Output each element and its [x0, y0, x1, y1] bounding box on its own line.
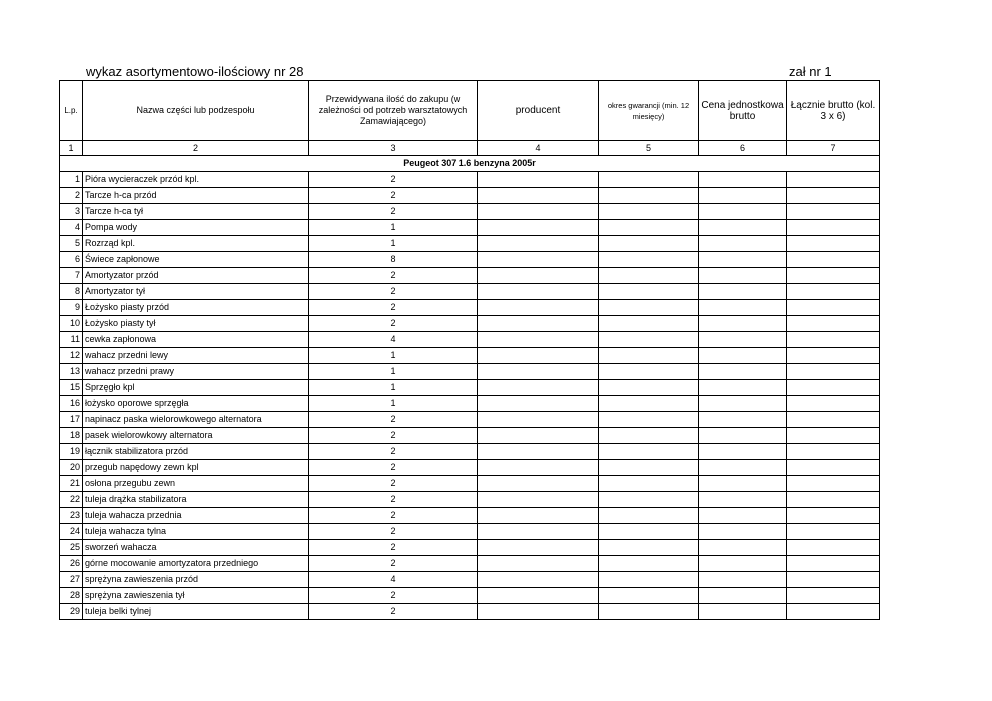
- part-name-cell: tuleja drążka stabilizatora: [83, 492, 309, 508]
- quantity-cell: 1: [309, 236, 478, 252]
- column-header-warranty: okres gwarancji (min. 12 miesięcy): [599, 81, 699, 141]
- warranty-cell[interactable]: [599, 284, 699, 300]
- producer-cell[interactable]: [478, 204, 599, 220]
- row-number-cell: 4: [60, 220, 83, 236]
- table-row: [60, 556, 880, 572]
- unit-price-cell[interactable]: [699, 348, 787, 364]
- unit-price-cell[interactable]: [699, 476, 787, 492]
- warranty-cell[interactable]: [599, 268, 699, 284]
- row-number-cell: 28: [60, 588, 83, 604]
- table-row: [60, 220, 880, 236]
- part-name-cell: osłona przegubu zewn: [83, 476, 309, 492]
- warranty-cell[interactable]: [599, 396, 699, 412]
- quantity-cell: 2: [309, 460, 478, 476]
- row-number-cell: 23: [60, 508, 83, 524]
- row-number-cell: 26: [60, 556, 83, 572]
- producer-cell[interactable]: [478, 380, 599, 396]
- table-row: [60, 188, 880, 204]
- warranty-cell[interactable]: [599, 204, 699, 220]
- quantity-cell: 4: [309, 572, 478, 588]
- producer-cell[interactable]: [478, 556, 599, 572]
- warranty-cell[interactable]: [599, 380, 699, 396]
- total-cell[interactable]: [787, 332, 880, 348]
- producer-cell[interactable]: [478, 412, 599, 428]
- producer-cell[interactable]: [478, 508, 599, 524]
- producer-cell[interactable]: [478, 364, 599, 380]
- row-number-cell: 20: [60, 460, 83, 476]
- table-row: [60, 444, 880, 460]
- row-number-cell: 10: [60, 316, 83, 332]
- total-cell[interactable]: [787, 220, 880, 236]
- part-name-cell: tuleja wahacza tylna: [83, 524, 309, 540]
- part-name-cell: wahacz przedni prawy: [83, 364, 309, 380]
- part-name-cell: łożysko oporowe sprzęgła: [83, 396, 309, 412]
- unit-price-cell[interactable]: [699, 252, 787, 268]
- unit-price-cell[interactable]: [699, 380, 787, 396]
- total-cell[interactable]: [787, 268, 880, 284]
- producer-cell[interactable]: [478, 476, 599, 492]
- row-number-cell: 25: [60, 540, 83, 556]
- producer-cell[interactable]: [478, 332, 599, 348]
- table-row: [60, 332, 880, 348]
- producer-cell[interactable]: [478, 572, 599, 588]
- warranty-cell[interactable]: [599, 364, 699, 380]
- total-cell[interactable]: [787, 252, 880, 268]
- unit-price-cell[interactable]: [699, 572, 787, 588]
- table-row: [60, 380, 880, 396]
- column-number: 1: [60, 141, 83, 156]
- unit-price-cell[interactable]: [699, 204, 787, 220]
- part-name-cell: Tarcze h-ca tył: [83, 204, 309, 220]
- table-row: [60, 540, 880, 556]
- table-row: [60, 524, 880, 540]
- warranty-cell[interactable]: [599, 556, 699, 572]
- part-name-cell: Świece zapłonowe: [83, 252, 309, 268]
- warranty-cell[interactable]: [599, 220, 699, 236]
- warranty-cell[interactable]: [599, 572, 699, 588]
- unit-price-cell[interactable]: [699, 364, 787, 380]
- unit-price-cell[interactable]: [699, 172, 787, 188]
- column-header-producer: producent: [478, 81, 599, 141]
- quantity-cell: 2: [309, 540, 478, 556]
- total-cell[interactable]: [787, 492, 880, 508]
- table-row: [60, 588, 880, 604]
- warranty-cell[interactable]: [599, 188, 699, 204]
- quantity-cell: 2: [309, 556, 478, 572]
- quantity-cell: 2: [309, 444, 478, 460]
- table-row: [60, 604, 880, 620]
- row-number-cell: 16: [60, 396, 83, 412]
- total-cell[interactable]: [787, 524, 880, 540]
- part-name-cell: Tarcze h-ca przód: [83, 188, 309, 204]
- column-number: 3: [309, 141, 478, 156]
- part-name-cell: pasek wielorowkowy alternatora: [83, 428, 309, 444]
- quantity-cell: 1: [309, 396, 478, 412]
- unit-price-cell[interactable]: [699, 508, 787, 524]
- part-name-cell: górne mocowanie amortyzatora przedniego: [83, 556, 309, 572]
- producer-cell[interactable]: [478, 492, 599, 508]
- warranty-cell[interactable]: [599, 412, 699, 428]
- total-cell[interactable]: [787, 172, 880, 188]
- row-number-cell: 9: [60, 300, 83, 316]
- unit-price-cell[interactable]: [699, 412, 787, 428]
- row-number-cell: 18: [60, 428, 83, 444]
- unit-price-cell[interactable]: [699, 300, 787, 316]
- row-number-cell: 12: [60, 348, 83, 364]
- column-number: 7: [787, 141, 880, 156]
- warranty-cell[interactable]: [599, 172, 699, 188]
- table-row: [60, 316, 880, 332]
- producer-cell[interactable]: [478, 604, 599, 620]
- warranty-cell[interactable]: [599, 588, 699, 604]
- part-name-cell: sprężyna zawieszenia przód: [83, 572, 309, 588]
- section-title: Peugeot 307 1.6 benzyna 2005r: [60, 156, 880, 172]
- row-number-cell: 24: [60, 524, 83, 540]
- row-number-cell: 1: [60, 172, 83, 188]
- quantity-cell: 2: [309, 188, 478, 204]
- row-number-cell: 17: [60, 412, 83, 428]
- total-cell[interactable]: [787, 396, 880, 412]
- total-cell[interactable]: [787, 348, 880, 364]
- table-row: [60, 348, 880, 364]
- warranty-cell[interactable]: [599, 428, 699, 444]
- unit-price-cell[interactable]: [699, 188, 787, 204]
- part-name-cell: cewka zapłonowa: [83, 332, 309, 348]
- part-name-cell: tuleja belki tylnej: [83, 604, 309, 620]
- part-name-cell: sprężyna zawieszenia tył: [83, 588, 309, 604]
- total-cell[interactable]: [787, 380, 880, 396]
- total-cell[interactable]: [787, 460, 880, 476]
- row-number-cell: 15: [60, 380, 83, 396]
- table-row: [60, 492, 880, 508]
- unit-price-cell[interactable]: [699, 396, 787, 412]
- total-cell[interactable]: [787, 236, 880, 252]
- quantity-cell: 2: [309, 428, 478, 444]
- quantity-cell: 2: [309, 588, 478, 604]
- row-number-cell: 13: [60, 364, 83, 380]
- warranty-cell[interactable]: [599, 332, 699, 348]
- total-cell[interactable]: [787, 476, 880, 492]
- part-name-cell: Łożysko piasty tył: [83, 316, 309, 332]
- quantity-cell: 2: [309, 476, 478, 492]
- table-row: [60, 460, 880, 476]
- producer-cell[interactable]: [478, 284, 599, 300]
- quantity-cell: 2: [309, 204, 478, 220]
- row-number-cell: 5: [60, 236, 83, 252]
- producer-cell[interactable]: [478, 540, 599, 556]
- table-row: [60, 508, 880, 524]
- total-cell[interactable]: [787, 412, 880, 428]
- warranty-cell[interactable]: [599, 252, 699, 268]
- unit-price-cell[interactable]: [699, 588, 787, 604]
- row-number-cell: 3: [60, 204, 83, 220]
- row-number-cell: 11: [60, 332, 83, 348]
- warranty-cell[interactable]: [599, 300, 699, 316]
- total-cell[interactable]: [787, 508, 880, 524]
- warranty-cell[interactable]: [599, 540, 699, 556]
- header-row: [60, 81, 880, 141]
- unit-price-cell[interactable]: [699, 556, 787, 572]
- column-header-total: Łącznie brutto (kol. 3 x 6): [787, 81, 880, 141]
- table-row: [60, 476, 880, 492]
- producer-cell[interactable]: [478, 524, 599, 540]
- part-name-cell: Amortyzator tył: [83, 284, 309, 300]
- total-cell[interactable]: [787, 300, 880, 316]
- column-number: 5: [599, 141, 699, 156]
- row-number-cell: 21: [60, 476, 83, 492]
- document-title: wykaz asortymentowo-ilościowy nr 28: [86, 64, 304, 79]
- part-name-cell: Rozrząd kpl.: [83, 236, 309, 252]
- total-cell[interactable]: [787, 316, 880, 332]
- table-row: [60, 172, 880, 188]
- producer-cell[interactable]: [478, 252, 599, 268]
- row-number-cell: 7: [60, 268, 83, 284]
- quantity-cell: 2: [309, 268, 478, 284]
- producer-cell[interactable]: [478, 316, 599, 332]
- part-name-cell: Sprzęgło kpl: [83, 380, 309, 396]
- unit-price-cell[interactable]: [699, 492, 787, 508]
- warranty-cell[interactable]: [599, 476, 699, 492]
- producer-cell[interactable]: [478, 396, 599, 412]
- unit-price-cell[interactable]: [699, 460, 787, 476]
- column-number: 2: [83, 141, 309, 156]
- row-number-cell: 8: [60, 284, 83, 300]
- table-row: [60, 396, 880, 412]
- row-number-cell: 6: [60, 252, 83, 268]
- warranty-cell[interactable]: [599, 604, 699, 620]
- total-cell[interactable]: [787, 364, 880, 380]
- quantity-cell: 1: [309, 348, 478, 364]
- warranty-cell[interactable]: [599, 316, 699, 332]
- table-row: [60, 204, 880, 220]
- assortment-table: [59, 80, 880, 620]
- annex-label: zał nr 1: [789, 64, 832, 79]
- column-number: 6: [699, 141, 787, 156]
- quantity-cell: 1: [309, 380, 478, 396]
- producer-cell[interactable]: [478, 444, 599, 460]
- quantity-cell: 2: [309, 300, 478, 316]
- producer-cell[interactable]: [478, 172, 599, 188]
- column-header-lp: L.p.: [60, 81, 83, 141]
- producer-cell[interactable]: [478, 268, 599, 284]
- producer-cell[interactable]: [478, 220, 599, 236]
- unit-price-cell[interactable]: [699, 444, 787, 460]
- part-name-cell: wahacz przedni lewy: [83, 348, 309, 364]
- total-cell[interactable]: [787, 188, 880, 204]
- unit-price-cell[interactable]: [699, 284, 787, 300]
- total-cell[interactable]: [787, 572, 880, 588]
- unit-price-cell[interactable]: [699, 428, 787, 444]
- producer-cell[interactable]: [478, 348, 599, 364]
- row-number-cell: 2: [60, 188, 83, 204]
- quantity-cell: 8: [309, 252, 478, 268]
- column-number-row: [60, 141, 880, 156]
- part-name-cell: Amortyzator przód: [83, 268, 309, 284]
- quantity-cell: 1: [309, 220, 478, 236]
- quantity-cell: 2: [309, 316, 478, 332]
- warranty-cell[interactable]: [599, 492, 699, 508]
- producer-cell[interactable]: [478, 300, 599, 316]
- unit-price-cell[interactable]: [699, 524, 787, 540]
- column-number: 4: [478, 141, 599, 156]
- part-name-cell: łącznik stabilizatora przód: [83, 444, 309, 460]
- row-number-cell: 27: [60, 572, 83, 588]
- part-name-cell: Pompa wody: [83, 220, 309, 236]
- row-number-cell: 29: [60, 604, 83, 620]
- total-cell[interactable]: [787, 556, 880, 572]
- quantity-cell: 2: [309, 492, 478, 508]
- row-number-cell: 22: [60, 492, 83, 508]
- quantity-cell: 2: [309, 508, 478, 524]
- part-name-cell: przegub napędowy zewn kpl: [83, 460, 309, 476]
- table-row: [60, 268, 880, 284]
- warranty-cell[interactable]: [599, 444, 699, 460]
- unit-price-cell[interactable]: [699, 332, 787, 348]
- table-row: [60, 252, 880, 268]
- quantity-cell: 2: [309, 284, 478, 300]
- quantity-cell: 4: [309, 332, 478, 348]
- unit-price-cell[interactable]: [699, 540, 787, 556]
- table-row: [60, 428, 880, 444]
- table-row: [60, 572, 880, 588]
- total-cell[interactable]: [787, 540, 880, 556]
- quantity-cell: 2: [309, 524, 478, 540]
- table-row: [60, 364, 880, 380]
- total-cell[interactable]: [787, 204, 880, 220]
- warranty-cell[interactable]: [599, 348, 699, 364]
- producer-cell[interactable]: [478, 188, 599, 204]
- warranty-cell[interactable]: [599, 236, 699, 252]
- unit-price-cell[interactable]: [699, 268, 787, 284]
- unit-price-cell[interactable]: [699, 220, 787, 236]
- unit-price-cell[interactable]: [699, 604, 787, 620]
- producer-cell[interactable]: [478, 588, 599, 604]
- quantity-cell: 1: [309, 364, 478, 380]
- total-cell[interactable]: [787, 428, 880, 444]
- quantity-cell: 2: [309, 604, 478, 620]
- quantity-cell: 2: [309, 412, 478, 428]
- column-header-unit-price: Cena jednostkowa brutto: [699, 81, 787, 141]
- warranty-cell[interactable]: [599, 524, 699, 540]
- column-header-quantity: Przewidywana ilość do zakupu (w zależności od potrzeb warsztatowych Zamawiającego): [309, 81, 478, 141]
- total-cell[interactable]: [787, 444, 880, 460]
- total-cell[interactable]: [787, 604, 880, 620]
- table-row: [60, 236, 880, 252]
- producer-cell[interactable]: [478, 428, 599, 444]
- producer-cell[interactable]: [478, 236, 599, 252]
- warranty-cell[interactable]: [599, 460, 699, 476]
- quantity-cell: 2: [309, 172, 478, 188]
- section-row: [60, 156, 880, 172]
- unit-price-cell[interactable]: [699, 236, 787, 252]
- total-cell[interactable]: [787, 588, 880, 604]
- part-name-cell: Łożysko piasty przód: [83, 300, 309, 316]
- producer-cell[interactable]: [478, 460, 599, 476]
- unit-price-cell[interactable]: [699, 316, 787, 332]
- part-name-cell: sworzeń wahacza: [83, 540, 309, 556]
- total-cell[interactable]: [787, 284, 880, 300]
- part-name-cell: napinacz paska wielorowkowego alternatora: [83, 412, 309, 428]
- part-name-cell: tuleja wahacza przednia: [83, 508, 309, 524]
- table-row: [60, 300, 880, 316]
- column-header-name: Nazwa części lub podzespołu: [83, 81, 309, 141]
- row-number-cell: 19: [60, 444, 83, 460]
- part-name-cell: Pióra wycieraczek przód kpl.: [83, 172, 309, 188]
- table-row: [60, 412, 880, 428]
- warranty-cell[interactable]: [599, 508, 699, 524]
- table-row: [60, 284, 880, 300]
